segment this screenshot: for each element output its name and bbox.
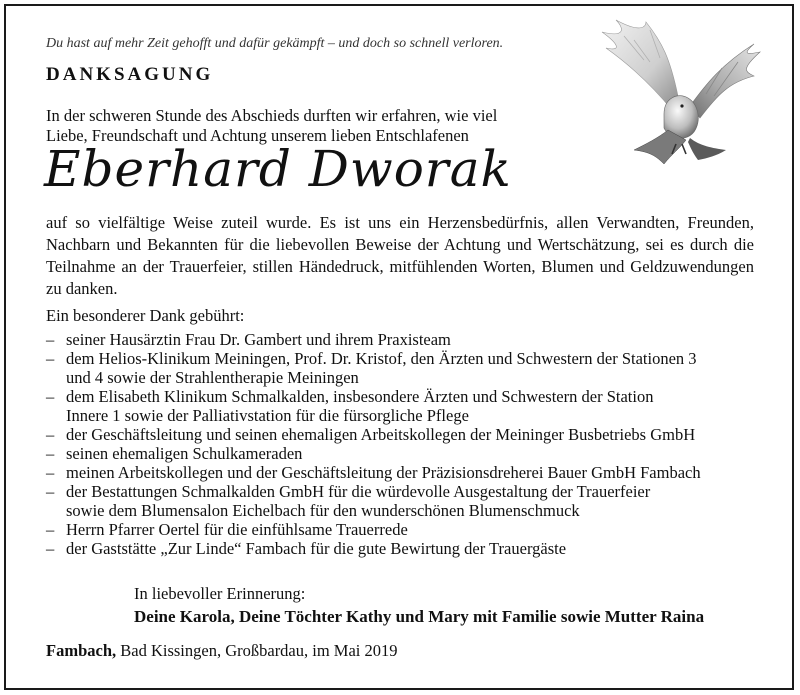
list-item-line: der Geschäftsleitung und seinen ehemaligen Arbeitskollegen der Meininger Busbetriebs GmbH bbox=[66, 425, 696, 444]
body-text: auf so vielfältige Weise zuteil wurde. Es ist uns ein Herzensbedürfnis, allen Verwandten, Freunden, Nachbarn und Bekannten für die liebevollen Beweise der Achtung und Wertschätzung, sei es durch die Teilnahme an der Trauerfeier, stillen Händedruck, mitfühlenden Worten, Blumen und Geldzuwendungen zu danken. bbox=[46, 213, 754, 298]
list-item-line: und 4 sowie der Strahlentherapie Meiningen bbox=[66, 368, 359, 387]
motto-quote: Du hast auf mehr Zeit gehofft und dafür gekämpft – und doch so schnell verloren. bbox=[46, 36, 504, 51]
place-bold: Fambach, bbox=[46, 641, 117, 660]
intro-line: In der schweren Stunde des Abschieds durften wir erfahren, wie viel bbox=[46, 106, 498, 125]
list-item bbox=[46, 520, 766, 539]
list-item-line: Innere 1 sowie der Palliativstation für die fürsorgliche Pflege bbox=[66, 406, 469, 425]
list-item bbox=[46, 425, 766, 444]
place-rest: Bad Kissingen, Großbardau, im Mai 2019 bbox=[116, 641, 398, 660]
list-item bbox=[46, 482, 766, 520]
list-item bbox=[46, 539, 766, 558]
list-item bbox=[46, 330, 766, 349]
list-item-line: der Gaststätte „Zur Linde“ Fambach für die gute Bewirtung der Trauergäste bbox=[66, 539, 567, 558]
list-item-line: seinen ehemaligen Schulkameraden bbox=[66, 444, 303, 463]
list-item-line: seiner Hausärztin Frau Dr. Gambert und ihrem Praxisteam bbox=[66, 330, 451, 349]
list-dash: – bbox=[46, 444, 55, 463]
list-dash: – bbox=[46, 482, 55, 501]
page-title: DANKSAGUNG bbox=[46, 64, 214, 85]
intro-line: Liebe, Freundschaft und Achtung unserem lieben Entschlafenen bbox=[46, 126, 469, 145]
list-item bbox=[46, 463, 766, 482]
list-dash: – bbox=[46, 387, 55, 406]
list-item bbox=[46, 349, 766, 387]
list-item-line: Herrn Pfarrer Oertel für die einfühlsame Trauerrede bbox=[66, 520, 408, 539]
list-item-line: dem Elisabeth Klinikum Schmalkalden, insbesondere Ärzten und Schwestern der Station bbox=[66, 387, 654, 406]
list-dash: – bbox=[46, 425, 55, 444]
list-item-line: dem Helios-Klinikum Meiningen, Prof. Dr. Kristof, den Ärzten und Schwestern der Stationen 3 bbox=[66, 349, 697, 368]
list-dash: – bbox=[46, 349, 55, 368]
list-item-line: meinen Arbeitskollegen und der Geschäftsleitung der Präzisionsdreherei Bauer GmbH Fambach bbox=[66, 463, 701, 482]
list-item-line: sowie dem Blumensalon Eichelbach für den wunderschönen Blumenschmuck bbox=[66, 501, 580, 520]
list-item-line: der Bestattungen Schmalkalden GmbH für die würdevolle Ausgestaltung der Trauerfeier bbox=[66, 482, 651, 501]
dove-icon bbox=[594, 18, 762, 168]
list-item bbox=[46, 444, 766, 463]
list-dash: – bbox=[46, 463, 55, 482]
thanks-list bbox=[46, 330, 766, 558]
list-dash: – bbox=[46, 539, 55, 558]
list-item bbox=[46, 387, 766, 425]
list-dash: – bbox=[46, 330, 55, 349]
signatories: Deine Karola, Deine Töchter Kathy und Mary mit Familie sowie Mutter Raina bbox=[134, 607, 705, 626]
list-dash: – bbox=[46, 520, 55, 539]
thanks-intro: Ein besonderer Dank gebührt: bbox=[46, 306, 245, 325]
place-date bbox=[46, 641, 398, 661]
deceased-name: Eberhard Dworak bbox=[44, 140, 512, 198]
closing-line: In liebevoller Erinnerung: bbox=[134, 584, 306, 603]
